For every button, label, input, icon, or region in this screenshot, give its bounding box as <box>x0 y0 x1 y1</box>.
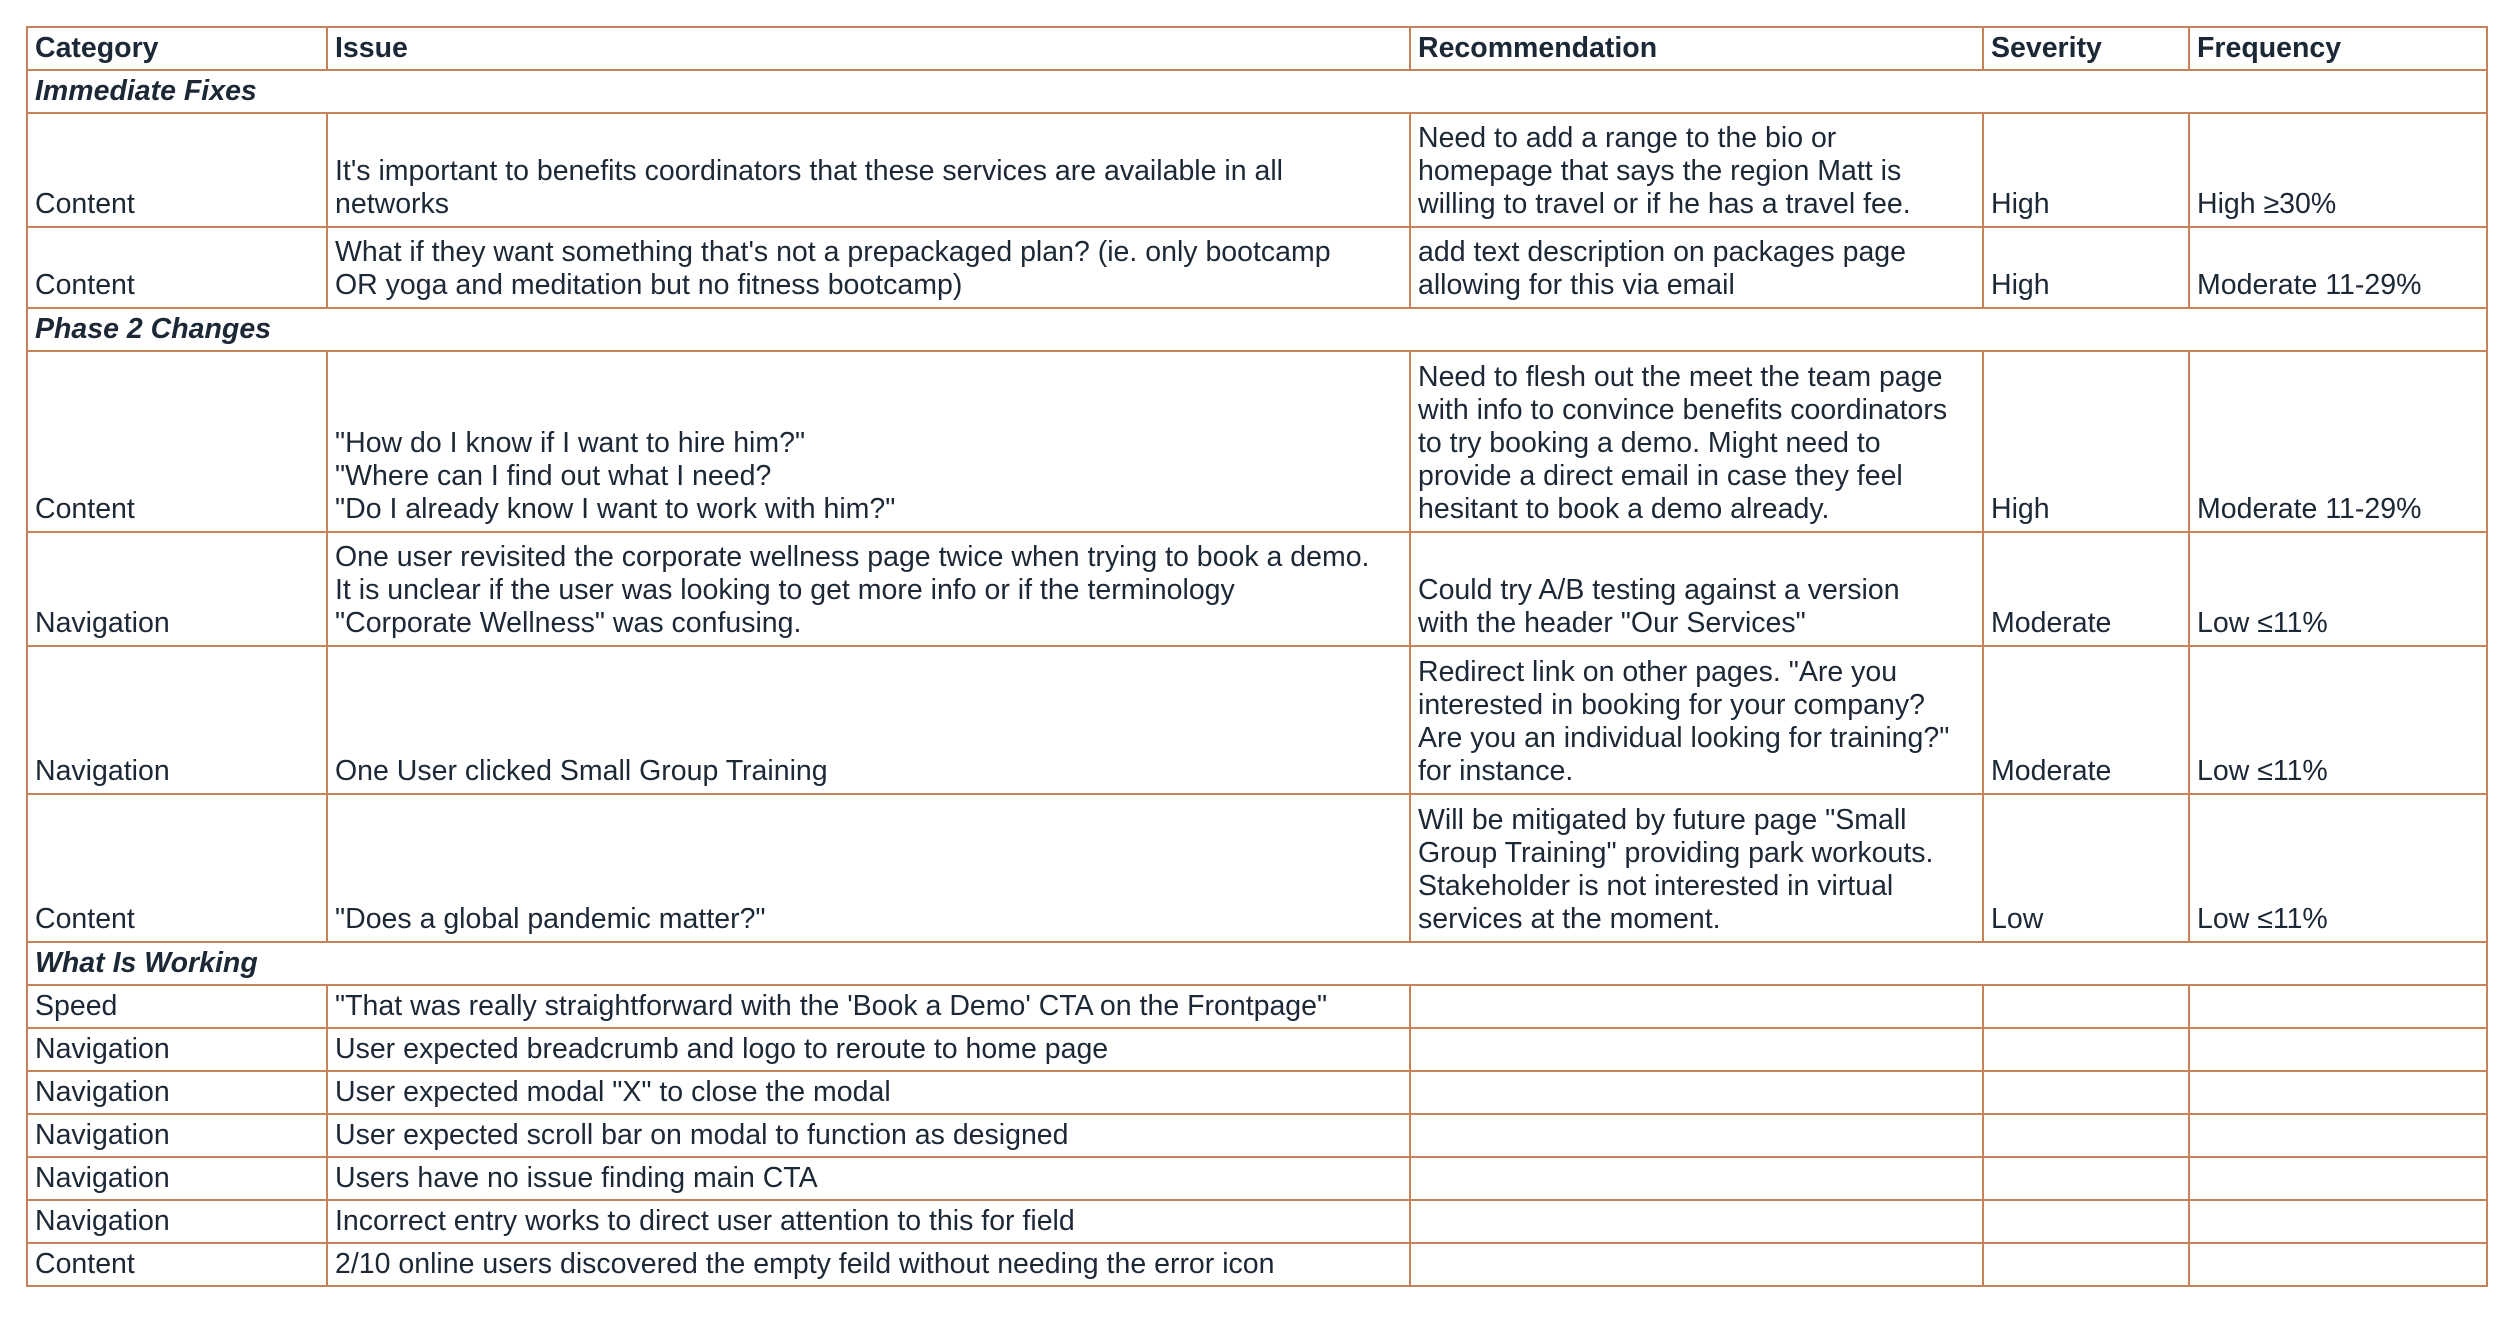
recommendation-cell <box>1410 985 1983 1028</box>
category-cell: Navigation <box>27 532 327 646</box>
severity-cell: High <box>1983 227 2189 308</box>
issue-cell: "That was really straightforward with the 'Book a Demo' CTA on the Frontpage" <box>327 985 1410 1028</box>
issue-cell: What if they want something that's not a prepackaged plan? (ie. only bootcamp OR yoga and meditation but no fitness bootcamp) <box>327 227 1410 308</box>
severity-cell: Moderate <box>1983 532 2189 646</box>
category-cell: Content <box>27 351 327 532</box>
table-row <box>27 1028 2487 1071</box>
header-severity: Severity <box>1983 27 2189 70</box>
recommendation-cell: add text description on packages page allowing for this via email <box>1410 227 1983 308</box>
table-row <box>27 985 2487 1028</box>
header-recommendation: Recommendation <box>1410 27 1983 70</box>
recommendation-cell <box>1410 1071 1983 1114</box>
severity-cell <box>1983 1071 2189 1114</box>
issue-cell: "Does a global pandemic matter?" <box>327 794 1410 942</box>
recommendation-cell <box>1410 1114 1983 1157</box>
frequency-cell: High ≥30% <box>2189 113 2487 227</box>
frequency-cell <box>2189 1071 2487 1114</box>
table-row <box>27 227 2487 308</box>
section-row <box>27 308 2487 351</box>
severity-cell <box>1983 985 2189 1028</box>
recommendation-cell: Will be mitigated by future page "Small Group Training" providing park workouts. Stakeholder is not interested in virtual services at the moment. <box>1410 794 1983 942</box>
table-row <box>27 1071 2487 1114</box>
category-cell: Navigation <box>27 1200 327 1243</box>
severity-cell <box>1983 1200 2189 1243</box>
table-row <box>27 532 2487 646</box>
header-category: Category <box>27 27 327 70</box>
section-title: What Is Working <box>27 942 2487 985</box>
frequency-cell <box>2189 1157 2487 1200</box>
category-cell: Navigation <box>27 646 327 794</box>
header-frequency: Frequency <box>2189 27 2487 70</box>
recommendation-cell: Need to add a range to the bio or homepage that says the region Matt is willing to travel or if he has a travel fee. <box>1410 113 1983 227</box>
issue-cell: One User clicked Small Group Training <box>327 646 1410 794</box>
recommendation-cell: Need to flesh out the meet the team page with info to convince benefits coordinators to try booking a demo. Might need to provide a direct email in case they feel hesitant to book a demo already. <box>1410 351 1983 532</box>
frequency-cell: Moderate 11-29% <box>2189 351 2487 532</box>
table-row <box>27 113 2487 227</box>
frequency-cell <box>2189 1114 2487 1157</box>
recommendation-cell <box>1410 1200 1983 1243</box>
findings-table <box>26 26 2488 1287</box>
issue-cell: User expected breadcrumb and logo to reroute to home page <box>327 1028 1410 1071</box>
category-cell: Navigation <box>27 1157 327 1200</box>
category-cell: Content <box>27 227 327 308</box>
frequency-cell <box>2189 985 2487 1028</box>
issue-cell: 2/10 online users discovered the empty feild without needing the error icon <box>327 1243 1410 1286</box>
table-row <box>27 794 2487 942</box>
header-row <box>27 27 2487 70</box>
category-cell: Navigation <box>27 1071 327 1114</box>
section-title: Immediate Fixes <box>27 70 2487 113</box>
table-row <box>27 1157 2487 1200</box>
severity-cell: High <box>1983 113 2189 227</box>
frequency-cell <box>2189 1243 2487 1286</box>
recommendation-cell <box>1410 1028 1983 1071</box>
category-cell: Navigation <box>27 1028 327 1071</box>
severity-cell <box>1983 1028 2189 1071</box>
category-cell: Content <box>27 113 327 227</box>
severity-cell: High <box>1983 351 2189 532</box>
severity-cell: Moderate <box>1983 646 2189 794</box>
severity-cell: Low <box>1983 794 2189 942</box>
section-row <box>27 70 2487 113</box>
category-cell: Navigation <box>27 1114 327 1157</box>
issue-cell: "How do I know if I want to hire him?" "Where can I find out what I need? "Do I already know I want to work with him?" <box>327 351 1410 532</box>
table-row <box>27 1114 2487 1157</box>
section-title: Phase 2 Changes <box>27 308 2487 351</box>
table-row <box>27 1243 2487 1286</box>
category-cell: Content <box>27 1243 327 1286</box>
issue-cell: One user revisited the corporate wellness page twice when trying to book a demo. It is unclear if the user was looking to get more info or if the terminology "Corporate Wellness" was confusing. <box>327 532 1410 646</box>
recommendation-cell: Could try A/B testing against a version with the header "Our Services" <box>1410 532 1983 646</box>
table-row <box>27 646 2487 794</box>
table-row <box>27 351 2487 532</box>
recommendation-cell <box>1410 1157 1983 1200</box>
frequency-cell <box>2189 1028 2487 1071</box>
issue-cell: User expected modal "X" to close the modal <box>327 1071 1410 1114</box>
recommendation-cell: Redirect link on other pages. "Are you interested in booking for your company? Are you an individual looking for training?" for instance. <box>1410 646 1983 794</box>
header-issue: Issue <box>327 27 1410 70</box>
category-cell: Speed <box>27 985 327 1028</box>
frequency-cell: Low ≤11% <box>2189 532 2487 646</box>
issue-cell: User expected scroll bar on modal to function as designed <box>327 1114 1410 1157</box>
frequency-cell: Low ≤11% <box>2189 646 2487 794</box>
frequency-cell: Moderate 11-29% <box>2189 227 2487 308</box>
issue-cell: Incorrect entry works to direct user attention to this for field <box>327 1200 1410 1243</box>
section-row <box>27 942 2487 985</box>
severity-cell <box>1983 1157 2189 1200</box>
table-row <box>27 1200 2487 1243</box>
category-cell: Content <box>27 794 327 942</box>
recommendation-cell <box>1410 1243 1983 1286</box>
issue-cell: It's important to benefits coordinators that these services are available in all networks <box>327 113 1410 227</box>
issue-cell: Users have no issue finding main CTA <box>327 1157 1410 1200</box>
frequency-cell: Low ≤11% <box>2189 794 2487 942</box>
frequency-cell <box>2189 1200 2487 1243</box>
severity-cell <box>1983 1243 2189 1286</box>
severity-cell <box>1983 1114 2189 1157</box>
